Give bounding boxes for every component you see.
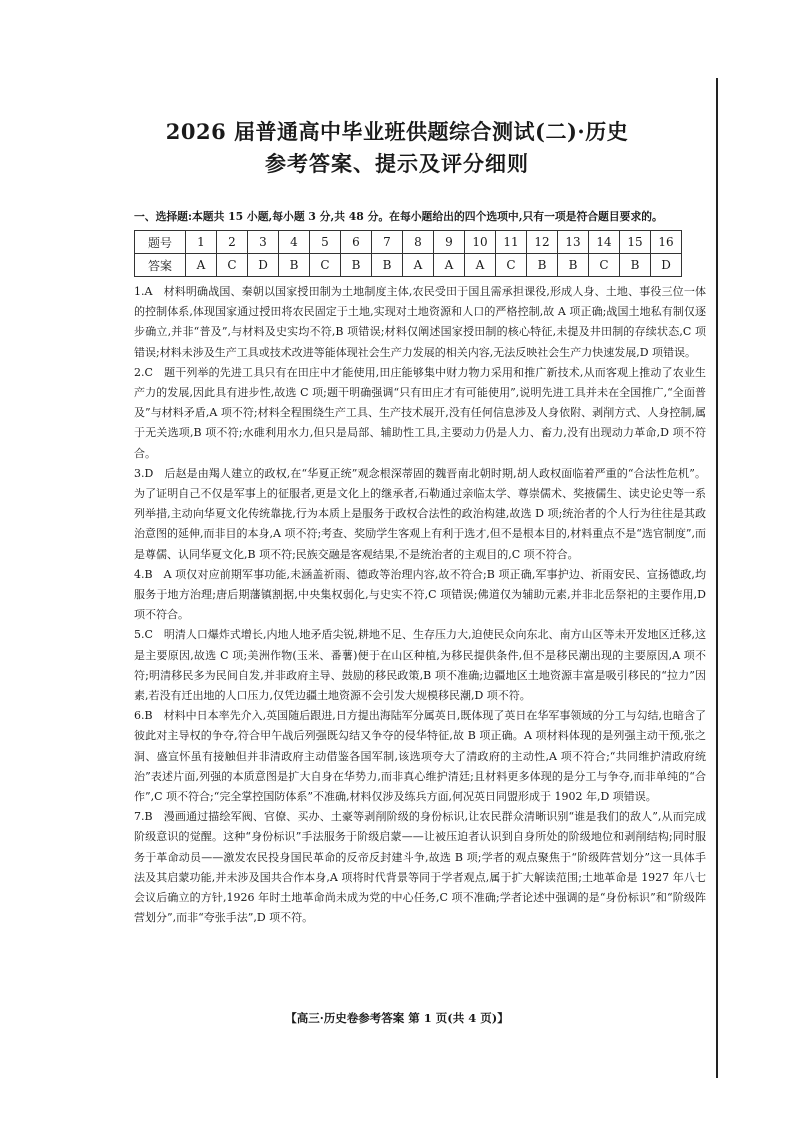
answer-letter: C (310, 254, 341, 277)
page-title: 2026 届普通高中毕业班供题综合测试(二)·历史 (165, 119, 629, 144)
item-number: 1.A (134, 285, 153, 298)
item-text: 漫画通过描绘军阀、官僚、买办、土豪等剥削阶级的身份标识,让农民群众清晰识别“谁是我们的敌人”,从而完成阶级意识的觉醒。这种“身份标识”手法服务于阶级启蒙——让被压迫者认识到自身所处的阶级地位和剥削结构;同时服务于革命动员——激发农民投身国民革命的反帝反封建斗争,故选 B 项;学者的观点聚焦于“阶级阵营划分”这一具体手法及其启蒙功能,并未涉及国共合作本身,A 项将时代背景等同于学者观点,属于扩大解读范围;土地革命是 1927 年八七会议后确立的方针,1926 年时土地革命尚未成为党的中心任务,C 项不准确;学者论述中强调的是“身份标识”和“阶级阵营划分”,而非“夸张手法”,D 项不符。 (134, 810, 706, 925)
question-number: 12 (527, 231, 558, 254)
question-number: 13 (558, 231, 589, 254)
explanation-item (134, 807, 706, 928)
answer-letter: D (248, 254, 279, 277)
answer-table-answer-label: 答案 (135, 254, 186, 277)
binding-margin-line (716, 78, 718, 1078)
item-text: 材料中日本率先介入,英国随后跟进,日方提出海陆军分属英日,既体现了英日在华军事领域的分工与勾结,也暗含了彼此对主导权的争夺,符合甲午战后列强既勾结又争夺的侵华特征,故 B 项正确。A 项材料体现的是列强主动干预,张之洞、盛宣怀虽有接触但并非清政府主动借鉴各国军制,该选项夸大了清政府的主动性,A 项不符合;“共同维护清政府统治”表述片面,列强的本质意图是扩大自身在华势力,而非真心维护清廷;且材料更多体现的是分工与争夺,而非单纯的“合作”,C 项不符合;“完全掌控国防体系”不准确,材料仅涉及练兵方面,何况英日同盟形成于 1902 年,D 项错误。 (134, 709, 706, 804)
answer-letter: B (372, 254, 403, 277)
question-number: 8 (403, 231, 434, 254)
question-number: 10 (465, 231, 496, 254)
item-number: 7.B (134, 810, 153, 824)
answer-table-answer-row (135, 254, 682, 277)
question-number: 2 (217, 231, 248, 254)
answer-letter: D (651, 254, 682, 277)
answer-letter: B (279, 254, 310, 277)
explanation-item (134, 363, 706, 464)
answer-table-number-row (135, 231, 682, 254)
explanation-item (134, 464, 706, 565)
explanation-item (134, 282, 706, 363)
question-number: 15 (620, 231, 651, 254)
question-number: 11 (496, 231, 527, 254)
answer-letter: C (589, 254, 620, 277)
question-number: 5 (310, 231, 341, 254)
answer-letter: A (465, 254, 496, 277)
page-footer: 【高三·历史卷参考答案 第 1 页(共 4 页)】 (285, 1011, 509, 1025)
question-number: 4 (279, 231, 310, 254)
item-text: 明清人口爆炸式增长,内地人地矛盾尖锐,耕地不足、生存压力大,迫使民众向东北、南方山区等未开发地区迁移,这是主要原因,故选 C 项;美洲作物(玉米、番薯)便于在山区种植,为移民提供条件,但不是移民潮出现的主要原因,A 项不符;明清移民多为民间自发,并非政府主导、鼓励的移民政策,B 项不准确;边疆地区土地资源丰富是吸引移民的“拉力”因素,若没有迁出地的人口压力,仅凭边疆土地资源不会引发大规模移民潮,D 项不符。 (134, 628, 706, 703)
section-instruction: 一、选择题:本题共 15 小题,每小题 3 分,共 48 分。在每小题给出的四个选项中,只有一项是符合题目要求的。 (134, 210, 663, 223)
item-text: 后赵是由羯人建立的政权,在“华夏正统”观念根深蒂固的魏晋南北朝时期,胡人政权面临着严重的“合法性危机”。为了证明自己不仅是军事上的征服者,更是文化上的继承者,石勒通过亲临太学、尊崇儒术、奖掖儒生、读史论史等一系列举措,主动向华夏文化传统靠拢,行为本质上是服务于政权合法性的政治构建,故选 D 项;统治者的个人行为往往是其政治意图的延伸,而非目的本身,A 项不符;考查、奖励学生客观上有利于选才,但不是根本目的,材料重点不是“选官制度”,而是尊儒、认同华夏文化,B 项不符;民族交融是客观结果,不是统治者的主观目的,C 项不符合。 (134, 466, 706, 561)
answer-letter: B (341, 254, 372, 277)
explanation-item (134, 565, 706, 626)
answer-letter: B (527, 254, 558, 277)
question-number: 3 (248, 231, 279, 254)
explanation-item (134, 706, 706, 807)
answer-table-number-label: 题号 (135, 231, 186, 254)
question-number: 7 (372, 231, 403, 254)
answer-letter: B (558, 254, 589, 277)
question-number: 9 (434, 231, 465, 254)
answer-letter: A (434, 254, 465, 277)
question-number: 6 (341, 231, 372, 254)
item-number: 6.B (134, 709, 153, 723)
item-text: 题干列举的先进工具只有在田庄中才能使用,田庄能够集中财力物力采用和推广新技术,从而客观上推动了农业生产力的发展,因此具有进步性,故选 C 项;题干明确强调“只有田庄才有可能使用”,说明先进工具并未在全国推广,“全面普及”与材料矛盾,A 项不符;材料全程围绕生产工具、生产技术展开,没有任何信息涉及人身依附、剥削方式、人身控制,属于无关选项,B 项不符;水碓利用水力,但只是局部、辅助性工具,主要动力仍是人力、畜力,没有出现动力革命,D 项不符合。 (134, 365, 706, 460)
answer-letter: C (496, 254, 527, 277)
item-number: 5.C (134, 628, 153, 642)
answer-explanations (134, 282, 706, 929)
explanation-item (134, 625, 706, 706)
answer-letter: B (620, 254, 651, 277)
item-number: 3.D (134, 466, 154, 480)
answer-table (134, 230, 682, 277)
item-text: A 项仅对应前期军事功能,未涵盖祈雨、德政等治理内容,故不符合;B 项正确,军事护边、祈雨安民、宣扬德政,均服务于地方治理;唐后期藩镇割据,中央集权弱化,与史实不符,C 项错误;佛道仅为辅助元素,并非北岳祭祀的主要作用,D 项不符合。 (134, 567, 706, 622)
item-number: 2.C (134, 365, 153, 379)
item-number: 4.B (134, 567, 153, 581)
page-subtitle: 参考答案、提示及评分细则 (265, 151, 529, 176)
question-number: 1 (186, 231, 217, 254)
answer-letter: C (217, 254, 248, 277)
question-number: 14 (589, 231, 620, 254)
question-number: 16 (651, 231, 682, 254)
answer-letter: A (403, 254, 434, 277)
item-text: 材料明确战国、秦朝以国家授田制为土地制度主体,农民受田于国且需承担课役,形成人身、土地、事役三位一体的控制体系,体现国家通过授田将农民固定于土地,实现对土地资源和人口的严格控制,故 A 项正确;战国土地私有制仅逐步确立,并非“普及”,与材料及史实均不符,B 项错误;材料仅阐述国家授田制的核心特征,未提及井田制的存续状态,C 项错误;材料未涉及生产工具或技术改进等能体现社会生产力发展的相关内容,无法反映社会生产力快速发展,D 项错误。 (134, 285, 706, 359)
answer-letter: A (186, 254, 217, 277)
